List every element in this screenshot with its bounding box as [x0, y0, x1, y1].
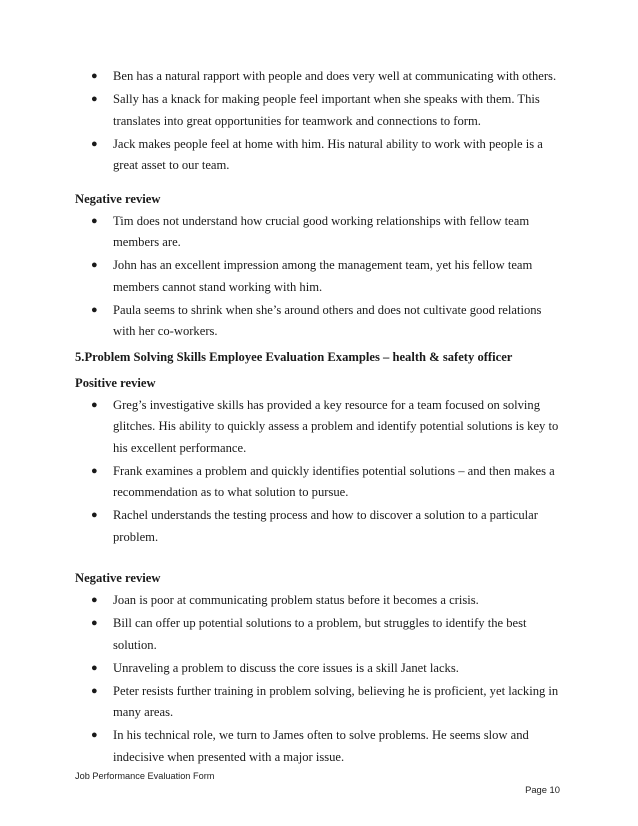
list-item — [0, 681, 638, 724]
bullet-icon: ● — [91, 661, 98, 674]
negative-review-heading: Negative review — [75, 571, 161, 585]
list-item — [0, 66, 638, 88]
list-item — [0, 255, 638, 298]
bullet-icon: ● — [91, 509, 98, 521]
list-item-text: Sally has a knack for making people feel important when she speaks with them. This translates into great opportunities for teamwork and connections to form. — [113, 92, 540, 128]
list-item — [0, 89, 638, 132]
list-item-text: Jack makes people feel at home with him. His natural ability to work with people is a great asset to our team. — [113, 136, 543, 172]
bullet-icon: ● — [91, 70, 98, 82]
bullet-icon: ● — [91, 617, 98, 629]
section-5-title: 5.Problem Solving Skills Employee Evaluation Examples – health & safety officer — [75, 349, 513, 364]
bullet-icon: ● — [91, 594, 98, 606]
bullet-icon: ● — [91, 729, 98, 741]
bullet-icon: ● — [91, 464, 98, 477]
list-item-text: Ben has a natural rapport with people and does very well at communicating with others. — [113, 69, 557, 83]
list-item-text: Rachel understands the testing process and how to discover a solution to a particular problem. — [113, 508, 538, 544]
list-item — [0, 395, 638, 460]
list-item — [0, 725, 638, 768]
list-item — [0, 658, 638, 680]
list-item-text: Greg’s investigative skills has provided a key resource for a team focused on solving glitches. His ability to quickly assess a problem and identify potential solutions is key to his excellent performance. — [113, 397, 559, 455]
page-number: Page 10 — [525, 784, 560, 795]
bullet-icon: ● — [91, 137, 98, 150]
list-item — [0, 300, 638, 343]
list-item-text: In his technical role, we turn to James often to solve problems. He seems slow and indecisive when presented with a major issue. — [113, 728, 529, 764]
list-item — [0, 505, 638, 548]
list-item-text: John has an excellent impression among the management team, yet his fellow team members cannot stand working with him. — [113, 258, 533, 294]
list-item — [0, 590, 638, 612]
bullet-icon: ● — [91, 303, 98, 316]
teamwork-positive-list — [0, 66, 638, 177]
list-item — [0, 211, 638, 254]
footer-document-title: Job Performance Evaluation Form — [75, 771, 215, 781]
teamwork-negative-list — [0, 211, 638, 343]
list-item-text: Bill can offer up potential solutions to a problem, but struggles to identify the best solution. — [113, 616, 527, 652]
page-content — [0, 66, 638, 770]
list-item-text: Peter resists further training in problem solving, believing he is proficient, yet lacking in many areas. — [113, 683, 559, 719]
bullet-icon: ● — [91, 259, 98, 271]
list-item — [0, 134, 638, 177]
list-item-text: Tim does not understand how crucial good working relationships with fellow team members are. — [113, 213, 530, 249]
problem-solving-positive-list — [0, 395, 638, 549]
list-item-text: Paula seems to shrink when she’s around others and does not cultivate good relations with her co-workers. — [113, 302, 542, 338]
negative-review-heading: Negative review — [75, 191, 161, 206]
bullet-icon: ● — [91, 684, 98, 697]
list-item-text: Unraveling a problem to discuss the core issues is a skill Janet lacks. — [113, 660, 459, 675]
problem-solving-negative-list — [0, 590, 638, 768]
list-item-text: Frank examines a problem and quickly identifies potential solutions – and then makes a recommendation as to what solution to pursue. — [113, 463, 555, 499]
bullet-icon: ● — [91, 214, 98, 227]
list-item-text: Joan is poor at communicating problem status before it becomes a crisis. — [113, 593, 479, 607]
positive-review-heading: Positive review — [75, 375, 156, 390]
bullet-icon: ● — [91, 398, 98, 411]
bullet-icon: ● — [91, 93, 98, 105]
list-item — [0, 461, 638, 504]
list-item — [0, 613, 638, 656]
